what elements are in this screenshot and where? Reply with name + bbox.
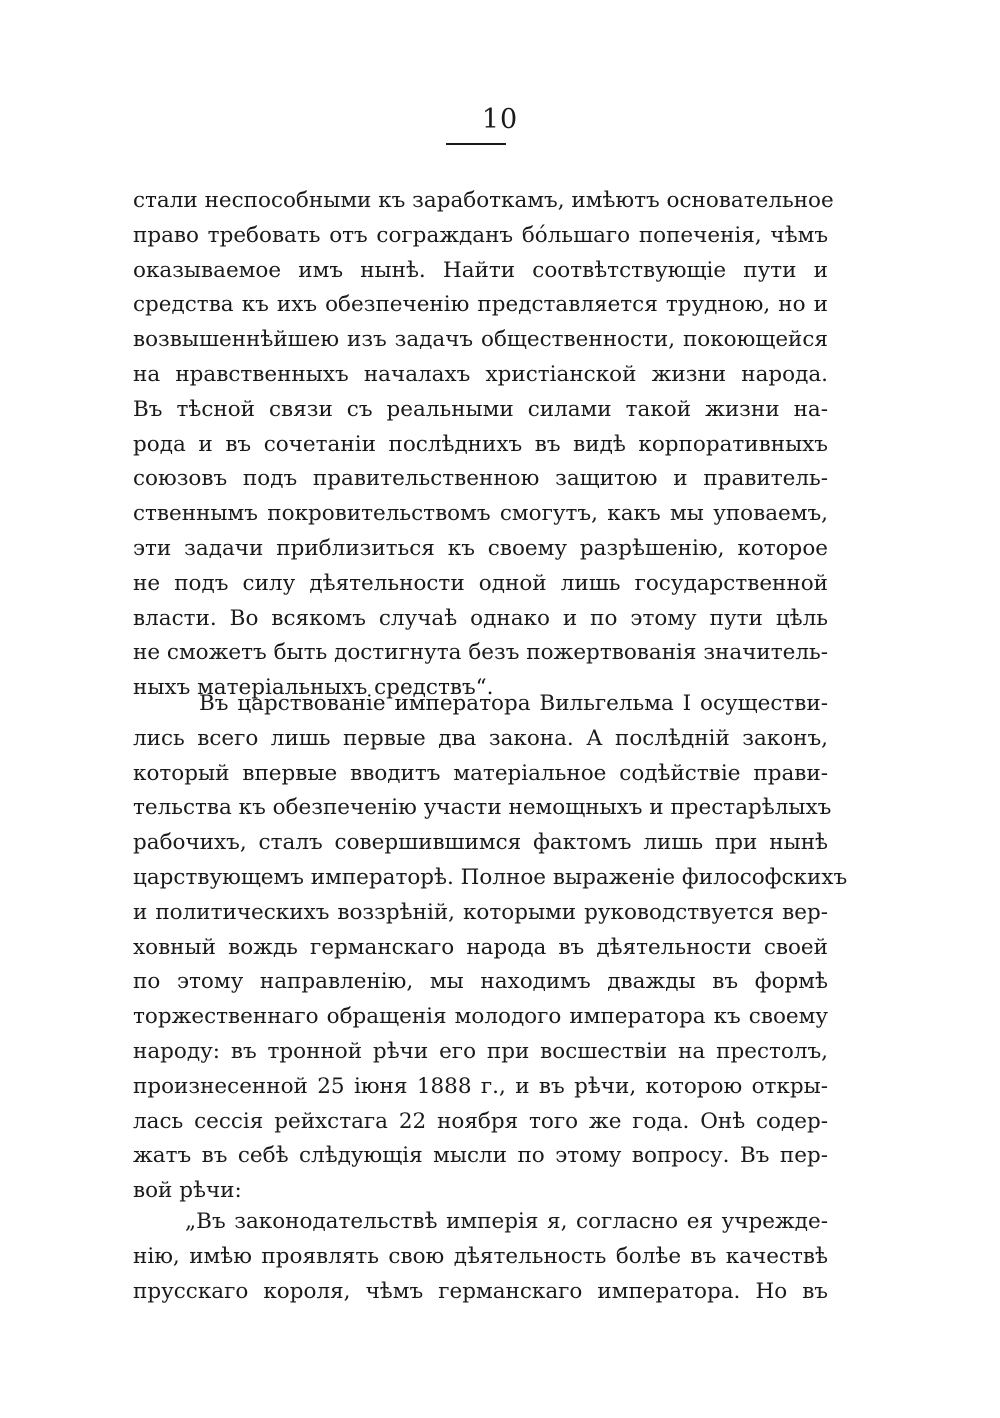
text-line: рабочихъ, сталъ совершившимся фактомъ лишь при нынѣ: [133, 830, 828, 856]
text-line: ныхъ матеріальныхъ средствъ“.: [133, 675, 494, 701]
text-line: стали неспособными къ заработкамъ, имѣютъ основательное: [133, 188, 834, 213]
text-line: который впервые вводитъ матеріальное содѣйствіе прави-: [133, 760, 828, 786]
text-line: рода и въ сочетаніи послѣднихъ въ видѣ корпоративныхъ: [133, 431, 828, 457]
text-line: торжественнаго обращенія молодого императора къ своему: [133, 1004, 828, 1030]
text-line: народу: въ тронной рѣчи его при восшествіи на престолъ,: [133, 1038, 828, 1064]
paragraph-1: [133, 184, 834, 706]
paragraph-2: [133, 687, 848, 1209]
text-line: Въ царствованіе императора Вильгельма I осуществи-: [199, 691, 828, 716]
text-line: право требовать отъ согражданъ бо́льшаго попеченія, чѣмъ: [133, 222, 828, 248]
text-line: нію, имѣю проявлять свою дѣятельность болѣе въ качествѣ: [133, 1243, 828, 1269]
paragraph-3-quote: [133, 1205, 828, 1309]
text-line: прусскаго короля, чѣмъ германскаго императора. Но въ: [133, 1278, 828, 1304]
text-line: средства къ ихъ обезпеченію представляется трудною, но и: [133, 292, 828, 318]
page-number-rule: [446, 143, 506, 145]
page-number: 10: [481, 104, 519, 135]
text-line: и политическихъ воззрѣній, которыми руководствуется вер-: [133, 899, 828, 925]
text-line: союзовъ подъ правительственною защитою и правитель-: [133, 466, 828, 492]
text-line: ственнымъ покровительствомъ смогутъ, какъ мы уповаемъ,: [133, 501, 828, 527]
text-line: возвышеннѣйшею изъ задачъ общественности, покоющейся: [133, 327, 828, 353]
text-line: оказываемое имъ нынѣ. Найти соотвѣтствующіе пути и: [133, 257, 828, 283]
text-line: не сможетъ быть достигнута безъ пожертвованія значитель-: [133, 640, 828, 666]
text-line: царствующемъ императорѣ. Полное выраженіе философскихъ: [133, 864, 848, 890]
text-line: „Въ законодательствѣ имперія я, согласно ея учрежде-: [185, 1209, 828, 1234]
text-line: Въ тѣсной связи съ реальными силами такой жизни на-: [133, 396, 828, 422]
text-line: ховный вождь германскаго народа въ дѣятельности своей: [133, 934, 828, 960]
text-line: вой рѣчи:: [133, 1178, 242, 1204]
text-line: не подъ силу дѣятельности одной лишь государственной: [133, 570, 828, 596]
text-line: лись всего лишь первые два закона. А послѣдній законъ,: [133, 725, 828, 751]
text-line: тельства къ обезпеченію участи немощныхъ и престарѣлыхъ: [133, 795, 832, 821]
text-line: жатъ въ себѣ слѣдующія мысли по этому вопросу. Въ пер-: [133, 1143, 828, 1169]
text-line: по этому направленію, мы находимъ дважды въ формѣ: [133, 969, 828, 995]
text-line: эти задачи приблизиться къ своему разрѣшенію, которое: [133, 535, 828, 561]
text-line: лась сессія рейхстага 22 ноября того же года. Онѣ содер-: [133, 1108, 828, 1134]
text-line: произнесенной 25 іюня 1888 г., и въ рѣчи, которою откры-: [133, 1073, 828, 1099]
text-line: на нравственныхъ началахъ христіанской жизни народа.: [133, 361, 828, 387]
text-line: власти. Во всякомъ случаѣ однако и по этому пути цѣль: [133, 605, 828, 631]
